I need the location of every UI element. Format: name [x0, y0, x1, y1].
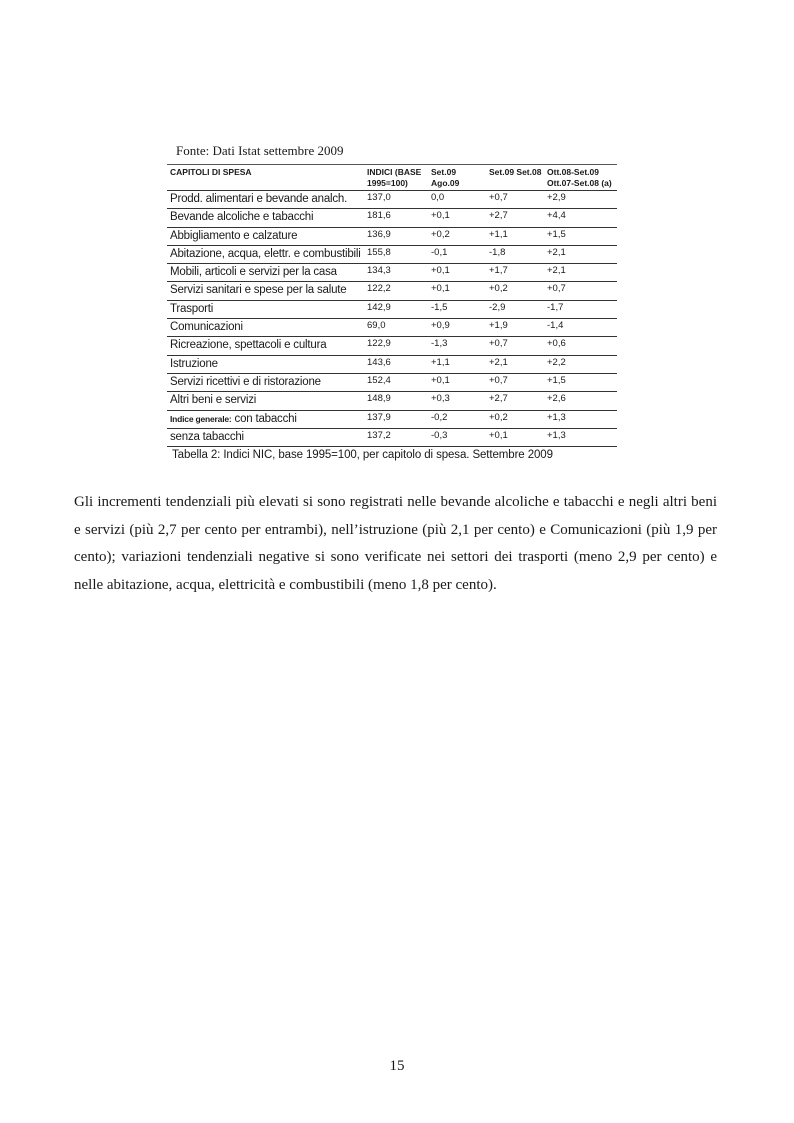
table-row	[167, 227, 617, 245]
page-number: 15	[389, 1058, 405, 1074]
row-label	[167, 392, 365, 410]
nic-index-table	[167, 164, 617, 447]
row-label-text: senza tabacchi	[170, 430, 244, 443]
cell-v2: +1,9	[487, 319, 545, 337]
cell-v1: +1,1	[429, 355, 487, 373]
cell-v2: -2,9	[487, 300, 545, 318]
table-row	[167, 282, 617, 300]
row-label	[167, 337, 365, 355]
cell-v2: +0,2	[487, 282, 545, 300]
row-label	[167, 209, 365, 227]
row-label-text: Abitazione, acqua, elettr. e combustibili	[170, 247, 361, 260]
cell-indici: 142,9	[365, 300, 429, 318]
cell-v3: +2,1	[545, 264, 617, 282]
cell-v3: +1,3	[545, 428, 617, 446]
cell-v1: -1,3	[429, 337, 487, 355]
cell-v1: +0,2	[429, 227, 487, 245]
table-row	[167, 355, 617, 373]
table-row	[167, 300, 617, 318]
table-row	[167, 428, 617, 446]
row-label	[167, 319, 365, 337]
cell-indici: 136,9	[365, 227, 429, 245]
cell-v2: +2,1	[487, 355, 545, 373]
table-header-row	[167, 165, 617, 191]
cell-indici: 137,0	[365, 191, 429, 209]
table-row	[167, 191, 617, 209]
cell-indici: 122,2	[365, 282, 429, 300]
cell-v1: +0,1	[429, 373, 487, 391]
cell-v3: +2,6	[545, 392, 617, 410]
header-annual: Ott.08-Set.09 Ott.07-Set.08 (a)	[545, 165, 617, 191]
nic-index-table-container	[167, 164, 617, 461]
cell-v3: +4,4	[545, 209, 617, 227]
header-set09-set08: Set.09 Set.08	[487, 165, 545, 191]
row-label	[167, 264, 365, 282]
cell-v1: +0,1	[429, 209, 487, 227]
table-row	[167, 337, 617, 355]
body-paragraph: Gli incrementi tendenziali più elevati si sono registrati nelle bevande alcoliche e tabacchi e negli altri beni e servizi (più 2,7 per cento per entrambi), nell’istruzione (più 2,1 per cento) e Comunicazioni (più 1,9 per cento); variazioni tendenziali negative si sono verificate nei settori dei trasporti (meno 2,9 per cento) e nelle abitazione, acqua, elettricità e combustibili (meno 1,8 per cento).	[74, 494, 717, 593]
row-label-text: con tabacchi	[231, 412, 297, 425]
cell-v1: +0,3	[429, 392, 487, 410]
cell-v2: +0,1	[487, 428, 545, 446]
row-label	[167, 410, 365, 428]
row-label	[167, 373, 365, 391]
cell-v1: -0,1	[429, 245, 487, 263]
row-label-text: Istruzione	[170, 357, 218, 370]
cell-v3: +2,2	[545, 355, 617, 373]
table-row	[167, 392, 617, 410]
row-label-text: Mobili, articoli e servizi per la casa	[170, 266, 337, 279]
cell-v2: -1,8	[487, 245, 545, 263]
row-label-bold: Indice generale:	[170, 413, 232, 424]
cell-v1: +0,9	[429, 319, 487, 337]
cell-indici: 181,6	[365, 209, 429, 227]
row-label-text: Prodd. alimentari e bevande analch.	[170, 193, 348, 205]
cell-v1: -0,2	[429, 410, 487, 428]
row-label	[167, 227, 365, 245]
header-set09-ago09: Set.09 Ago.09	[429, 165, 487, 191]
row-label	[167, 191, 365, 209]
row-label	[167, 355, 365, 373]
cell-v3: +1,3	[545, 410, 617, 428]
row-label	[167, 428, 365, 446]
cell-v2: +2,7	[487, 209, 545, 227]
cell-indici: 143,6	[365, 355, 429, 373]
cell-indici: 134,3	[365, 264, 429, 282]
cell-v2: +0,7	[487, 337, 545, 355]
cell-v3: -1,4	[545, 319, 617, 337]
table-row	[167, 209, 617, 227]
cell-indici: 137,9	[365, 410, 429, 428]
cell-v1: -0,3	[429, 428, 487, 446]
cell-indici: 69,0	[365, 319, 429, 337]
row-label-text: Servizi sanitari e spese per la salute	[170, 284, 347, 297]
cell-v3: -1,7	[545, 300, 617, 318]
cell-indici: 148,9	[365, 392, 429, 410]
cell-v2: +0,7	[487, 191, 545, 209]
row-label-text: Servizi ricettivi e di ristorazione	[170, 375, 321, 388]
row-label-text: Ricreazione, spettacoli e cultura	[170, 339, 327, 352]
row-label	[167, 300, 365, 318]
header-indici: INDICI (BASE 1995=100)	[365, 165, 429, 191]
table-row	[167, 410, 617, 428]
cell-v3: +0,6	[545, 337, 617, 355]
cell-v1: +0,1	[429, 264, 487, 282]
row-label-text: Abbigliamento e calzature	[170, 229, 298, 242]
cell-v1: +0,1	[429, 282, 487, 300]
table-row	[167, 245, 617, 263]
cell-v1: -1,5	[429, 300, 487, 318]
cell-v3: +1,5	[545, 373, 617, 391]
row-label	[167, 282, 365, 300]
cell-v2: +1,7	[487, 264, 545, 282]
table-row	[167, 373, 617, 391]
cell-v2: +0,7	[487, 373, 545, 391]
cell-v3: +2,9	[545, 191, 617, 209]
row-label-text: Trasporti	[170, 302, 214, 315]
table-caption: Tabella 2: Indici NIC, base 1995=100, per capitolo di spesa. Settembre 2009	[172, 449, 553, 462]
table-row	[167, 264, 617, 282]
cell-v3: +2,1	[545, 245, 617, 263]
cell-indici: 137,2	[365, 428, 429, 446]
cell-indici: 152,4	[365, 373, 429, 391]
cell-v2: +1,1	[487, 227, 545, 245]
cell-v2: +2,7	[487, 392, 545, 410]
row-label-text: Altri beni e servizi	[170, 394, 257, 407]
header-capitoli: CAPITOLI DI SPESA	[167, 165, 365, 191]
cell-v3: +0,7	[545, 282, 617, 300]
row-label-text: Comunicazioni	[170, 321, 243, 334]
cell-indici: 155,8	[365, 245, 429, 263]
cell-v2: +0,2	[487, 410, 545, 428]
table-source-note: Fonte: Dati Istat settembre 2009	[176, 143, 344, 158]
cell-v1: 0,0	[429, 191, 487, 209]
cell-indici: 122,9	[365, 337, 429, 355]
table-body	[167, 191, 617, 447]
cell-v3: +1,5	[545, 227, 617, 245]
row-label-text: Bevande alcoliche e tabacchi	[170, 211, 314, 224]
row-label	[167, 245, 365, 263]
table-row	[167, 319, 617, 337]
